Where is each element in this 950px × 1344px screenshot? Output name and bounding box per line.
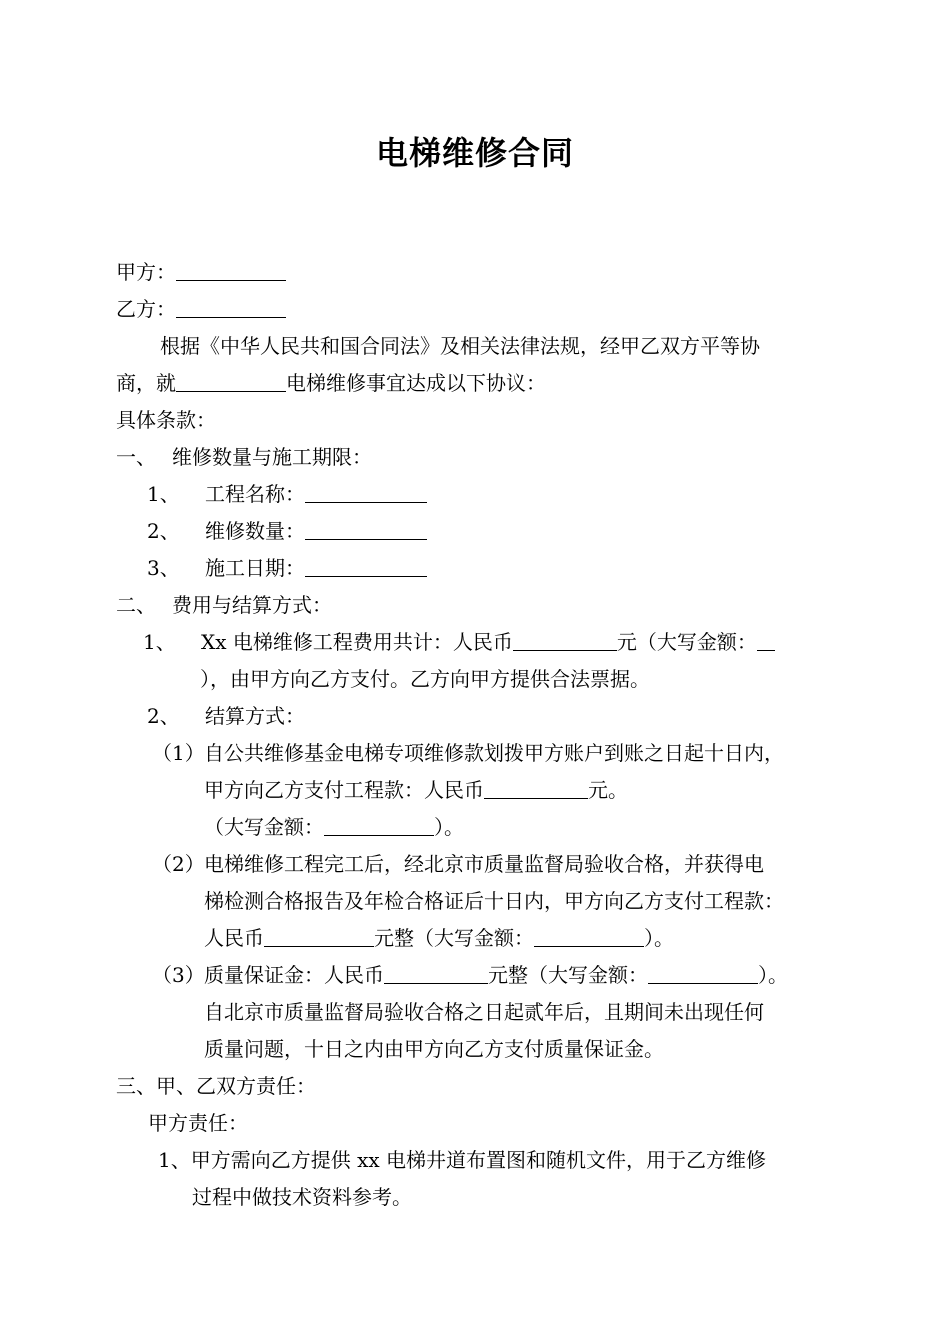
sub-3-line-2: 自北京市质量监督局验收合格之日起贰年后，且期间未出现任何 [204,1000,764,1024]
sub-text: ）。 [434,815,464,839]
intro-line-2 [116,369,546,397]
section-2-item-1-line-2: ），由甲方向乙方支付。乙方向甲方提供合法票据。 [200,667,650,691]
fee-prefix: Xx 电梯维修工程费用共计：人民币 [201,630,513,654]
warranty-words-blank [648,963,758,984]
sub-text: （大写金额： [204,815,324,839]
repair-quantity-blank [305,519,427,540]
section-3-heading: 三、甲、乙双方责任： [116,1074,316,1098]
document-title: 电梯维修合同 [375,134,574,172]
sub-text: 人民币 [204,926,264,950]
payment-1-words-blank [324,815,434,836]
sub-text: 甲方向乙方支付工程款：人民币 [204,778,484,802]
sub-number: （2） [152,852,205,876]
item-number: 2、 [147,519,180,543]
party-b-line [116,295,286,323]
sub-2-line-2: 梯检测合格报告及年检合格证后十日内，甲方向乙方支付工程款： [204,889,784,913]
sub-3-line-3: 质量问题，十日之内由甲方向乙方支付质量保证金。 [204,1037,664,1061]
payment-2-words-blank [534,926,644,947]
sub-number: （1） [152,741,205,765]
duty-1-line-1: 1、甲方需向乙方提供 xx 电梯井道布置图和随机文件，用于乙方维修 [158,1148,766,1172]
intro-line-1: 根据《中华人民共和国合同法》及相关法律法规，经甲乙双方平等协 [160,334,760,358]
party-a-duty-heading: 甲方责任： [148,1111,248,1135]
item-number: 1、 [147,482,180,506]
section-2-number: 二、 [116,593,156,617]
sub-1-line-2 [204,776,628,804]
section-1-number: 一、 [116,445,156,469]
section-1-item-3 [147,554,427,582]
item-number: 2、 [147,704,180,728]
section-1-item-2 [147,517,427,545]
party-b-blank [176,297,286,318]
sub-number: （3） [152,963,205,987]
party-b-label: 乙方： [116,297,176,321]
section-2-item-1-line-1 [143,628,775,656]
construction-date-blank [305,556,427,577]
sub-1-line-1 [152,739,784,767]
fee-words-blank [757,630,775,651]
item-label: 维修数量： [205,519,305,543]
section-1-item-1 [147,480,427,508]
project-name-blank [305,482,427,503]
section-1-heading-line [116,443,372,471]
project-blank [176,371,286,392]
terms-heading: 具体条款： [116,408,216,432]
sub-text: 电梯维修工程完工后，经北京市质量监督局验收合格，并获得电 [204,852,764,876]
sub-text: ）。 [758,963,788,987]
intro-suffix: 电梯维修事宜达成以下协议： [286,371,546,395]
sub-text: 质量保证金：人民币 [204,963,384,987]
section-2-heading-line [116,591,332,619]
section-2-item-2 [147,702,305,730]
party-a-line [116,258,286,286]
item-number: 3、 [147,556,180,580]
item-label: 工程名称： [205,482,305,506]
intro-prefix: 商，就 [116,371,176,395]
sub-3-line-1 [152,961,788,989]
warranty-amount-blank [384,963,488,984]
party-a-blank [176,260,286,281]
section-1-heading: 维修数量与施工期限： [172,445,372,469]
settlement-label: 结算方式： [205,704,305,728]
party-a-label: 甲方： [116,260,176,284]
payment-1-amount-blank [484,778,588,799]
duty-1-line-2: 过程中做技术资料参考。 [192,1185,412,1209]
payment-2-amount-blank [264,926,374,947]
sub-text: 元整（大写金额： [374,926,534,950]
sub-text: 元。 [588,778,628,802]
item-label: 施工日期： [205,556,305,580]
fee-amount-blank [513,630,617,651]
sub-text: 元整（大写金额： [488,963,648,987]
item-number: 1、 [143,630,176,654]
fee-mid: 元（大写金额： [616,630,757,654]
sub-text: ）。 [644,926,674,950]
sub-1-line-3 [204,813,464,841]
sub-2-line-3 [204,924,674,952]
sub-2-line-1 [152,850,764,878]
sub-text: 自公共维修基金电梯专项维修款划拨甲方账户到账之日起十日内， [204,741,784,765]
section-2-heading: 费用与结算方式： [172,593,332,617]
